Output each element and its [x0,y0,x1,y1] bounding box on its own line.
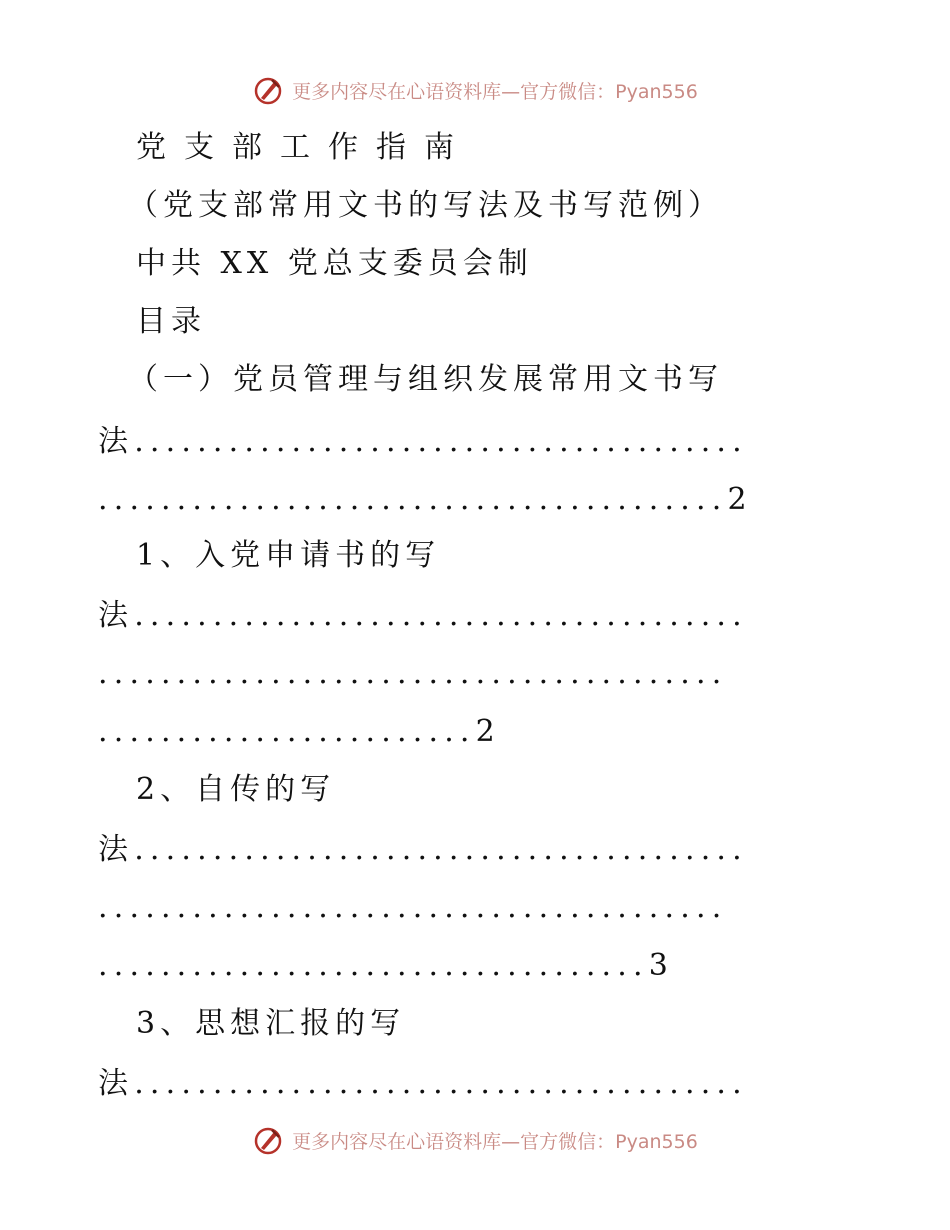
watermark-header [0,70,950,110]
toc-leader-line-page: ...................................3 [98,948,675,983]
watermark-text: 更多内容尽在心语资料库—官方微信：Pyan556 [292,80,698,103]
toc-leader-line: 法....................................... [98,424,748,459]
toc-leader-line: 法....................................... [98,598,748,633]
pen-circle-logo-icon [252,1124,284,1156]
document-subtitle: （党支部常用文书的写法及书写范例） [128,188,723,223]
toc-leader-line: ........................................ [98,656,728,691]
toc-item-heading: 3、思想汇报的写 [136,1006,406,1041]
toc-leader-line: 法....................................... [98,1066,748,1101]
toc-item-heading: 1、入党申请书的写 [136,538,441,573]
toc-item-heading: 2、自传的写 [136,772,336,807]
toc-leader-line: ........................................ [98,890,728,925]
toc-leader-line-page: ........................2 [98,714,501,749]
pen-circle-logo-icon [252,74,284,106]
watermark-text: 更多内容尽在心语资料库—官方微信：Pyan556 [292,1130,698,1153]
toc-section-heading: （一）党员管理与组织发展常用文书写 [128,362,723,397]
document-title: 党支部工作指南 [136,130,472,165]
toc-leader-line-page: ........................................2 [98,482,753,517]
watermark-footer [0,1120,950,1160]
toc-heading: 目录 [136,304,206,339]
document-issuer: 中共 XX 党总支委员会制 [136,246,533,281]
toc-leader-line: 法....................................... [98,832,748,867]
